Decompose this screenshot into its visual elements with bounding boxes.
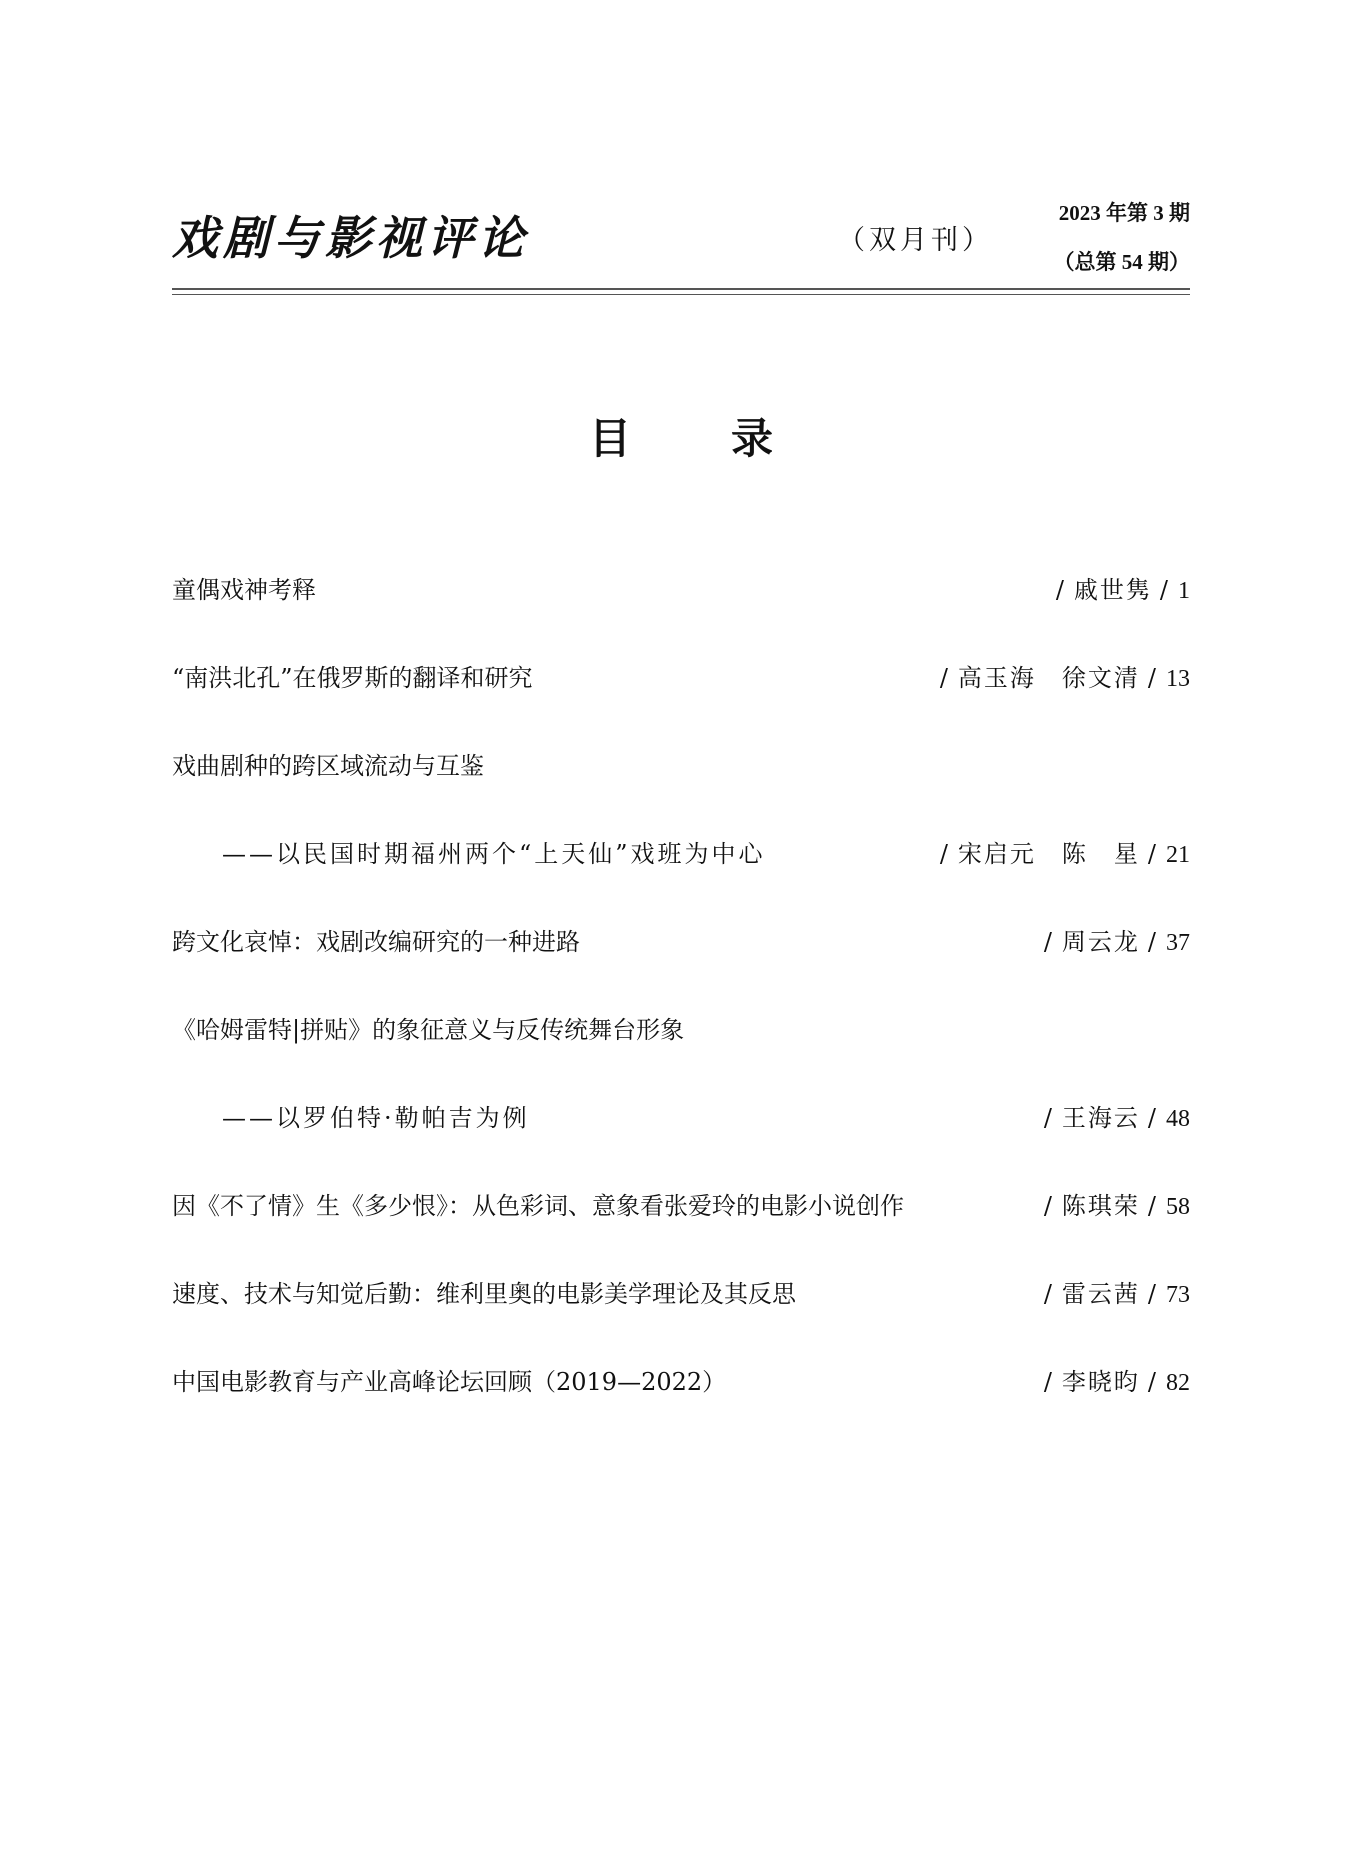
toc-entry-row bbox=[172, 1014, 1190, 1102]
header-rule-thick bbox=[172, 288, 1190, 290]
toc-subtitle: ——以罗伯特·勒帕吉为例 bbox=[222, 1104, 530, 1132]
toc-author: 李晓昀 bbox=[1061, 1368, 1140, 1396]
separator-slash: / bbox=[1147, 1368, 1158, 1396]
toc-article-title: “南洪北孔”在俄罗斯的翻译和研究 bbox=[172, 664, 533, 692]
toc-author: 雷云茜 bbox=[1061, 1280, 1140, 1308]
separator-slash: / bbox=[1147, 664, 1158, 692]
toc-article-title: 《哈姆雷特|拼贴》的象征意义与反传统舞台形象 bbox=[172, 1016, 685, 1044]
toc-page-number: 48 bbox=[1166, 1106, 1190, 1132]
journal-title: 戏剧与影视评论 bbox=[172, 211, 529, 265]
toc-page-number: 37 bbox=[1166, 930, 1190, 956]
separator-slash: / bbox=[1147, 1192, 1158, 1220]
separator-slash: / bbox=[1147, 928, 1158, 956]
toc-entry-row bbox=[172, 750, 1190, 838]
toc-subtitle-row bbox=[172, 838, 1190, 926]
toc-article-title: 跨文化哀悼：戏剧改编研究的一种进路 bbox=[172, 928, 580, 956]
toc-entry-row bbox=[172, 662, 1190, 750]
total-issue-number: （总第 54 期） bbox=[1053, 250, 1190, 274]
separator-slash: / bbox=[1043, 1280, 1054, 1308]
toc-page-number: 13 bbox=[1166, 666, 1190, 692]
header-rule-thin bbox=[172, 294, 1190, 295]
separator-slash: / bbox=[1043, 1368, 1054, 1396]
separator-slash: / bbox=[939, 840, 950, 868]
toc-author-page bbox=[1048, 574, 1190, 607]
issue-number: 2023 年第 3 期 bbox=[1058, 201, 1190, 225]
toc-entry-row bbox=[172, 926, 1190, 1014]
toc-author: 周云龙 bbox=[1061, 928, 1140, 956]
separator-slash: / bbox=[1043, 1104, 1054, 1132]
toc-page-number: 82 bbox=[1166, 1370, 1190, 1396]
toc-page-number: 21 bbox=[1166, 842, 1190, 868]
toc-author-page bbox=[932, 838, 1190, 871]
toc-author: 陈琪荣 bbox=[1061, 1192, 1140, 1220]
separator-slash: / bbox=[1147, 840, 1158, 868]
toc-entry-row bbox=[172, 1190, 1190, 1278]
toc-author-page bbox=[1036, 1190, 1190, 1223]
toc-article-title: 速度、技术与知觉后勤：维利里奥的电影美学理论及其反思 bbox=[172, 1280, 796, 1308]
toc-page-number: 73 bbox=[1166, 1282, 1190, 1308]
toc-author-page bbox=[1036, 1102, 1190, 1135]
separator-slash: / bbox=[1147, 1104, 1158, 1132]
separator-slash: / bbox=[1043, 928, 1054, 956]
toc-subtitle-row bbox=[172, 1102, 1190, 1190]
toc-author: 戚世隽 bbox=[1073, 576, 1152, 604]
toc-author: 宋启元 陈 星 bbox=[957, 840, 1140, 868]
separator-slash: / bbox=[1159, 576, 1170, 604]
toc-author-page bbox=[1036, 1278, 1190, 1311]
toc-entry-row bbox=[172, 1278, 1190, 1366]
publication-frequency: （双月刊） bbox=[838, 225, 993, 256]
toc-author: 高玉海 徐文清 bbox=[957, 664, 1140, 692]
toc-author-page bbox=[1036, 1366, 1190, 1399]
toc-author-page bbox=[932, 662, 1190, 695]
toc-author-page bbox=[1036, 926, 1190, 959]
toc-author: 王海云 bbox=[1061, 1104, 1140, 1132]
separator-slash: / bbox=[939, 664, 950, 692]
toc-article-title: 中国电影教育与产业高峰论坛回顾（2019—2022） bbox=[172, 1368, 727, 1396]
separator-slash: / bbox=[1055, 576, 1066, 604]
toc-article-title: 童偶戏神考释 bbox=[172, 576, 316, 604]
separator-slash: / bbox=[1147, 1280, 1158, 1308]
toc-heading: 目录 bbox=[588, 414, 873, 463]
toc-article-title: 因《不了情》生《多少恨》：从色彩词、意象看张爱玲的电影小说创作 bbox=[172, 1192, 904, 1220]
toc-list bbox=[172, 574, 1190, 1454]
toc-page-number: 1 bbox=[1178, 578, 1190, 604]
toc-page-number: 58 bbox=[1166, 1194, 1190, 1220]
toc-article-title: 戏曲剧种的跨区域流动与互鉴 bbox=[172, 752, 484, 780]
toc-subtitle: ——以民国时期福州两个“上天仙”戏班为中心 bbox=[222, 840, 766, 868]
toc-entry-row bbox=[172, 1366, 1190, 1454]
separator-slash: / bbox=[1043, 1192, 1054, 1220]
toc-entry-row bbox=[172, 574, 1190, 662]
